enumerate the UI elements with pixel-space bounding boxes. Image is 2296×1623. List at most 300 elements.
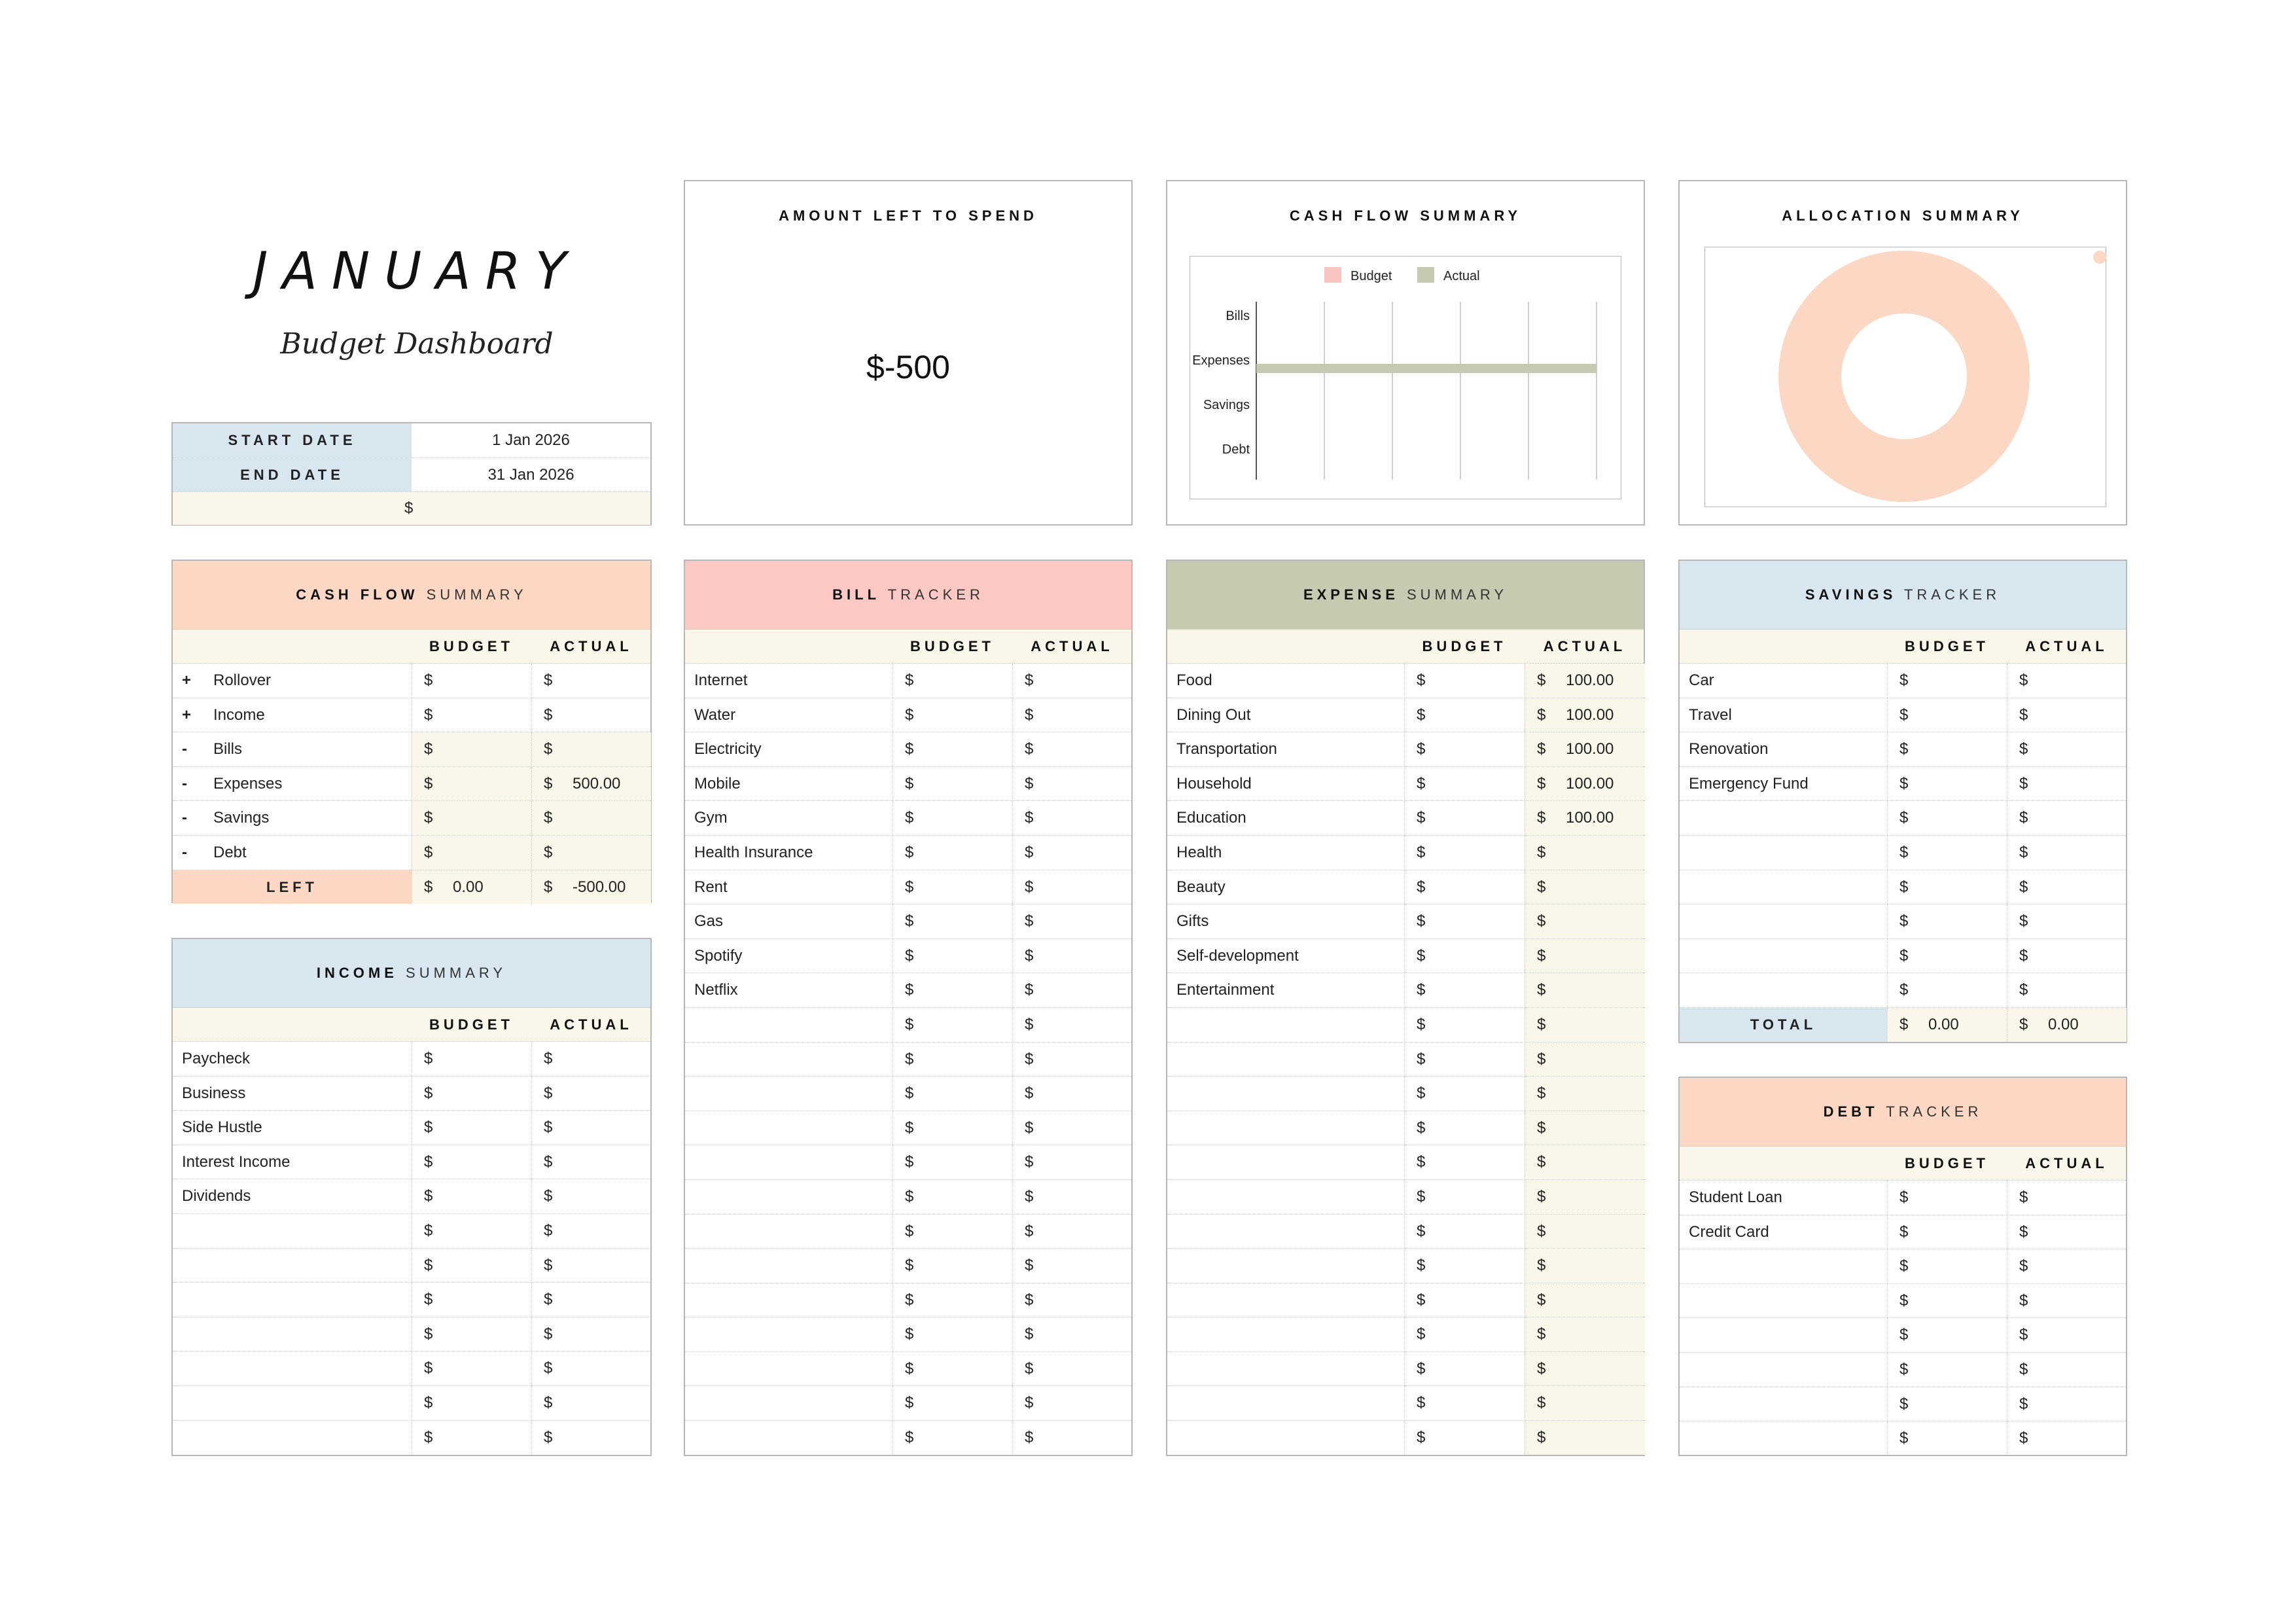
- row-label[interactable]: [1167, 904, 1404, 938]
- row-label[interactable]: [1680, 939, 1887, 973]
- actual-cell[interactable]: [1525, 732, 1645, 766]
- date-total-row[interactable]: [173, 491, 650, 525]
- row-label-text: Internet: [694, 671, 748, 689]
- actual-cell[interactable]: [1525, 1077, 1645, 1111]
- table-row: [685, 800, 1131, 835]
- budget-cell[interactable]: [892, 1421, 1012, 1455]
- dashboard-subtitle: Budget Dashboard: [280, 327, 554, 361]
- row-label-text: Health: [1176, 843, 1222, 861]
- budget-cell[interactable]: [1887, 1215, 2007, 1249]
- amount-value: -500.00: [573, 878, 626, 896]
- actual-cell[interactable]: [531, 1077, 651, 1111]
- actual-cell[interactable]: [1012, 1215, 1132, 1249]
- row-label[interactable]: [1167, 698, 1404, 732]
- actual-cell[interactable]: [2007, 1215, 2127, 1249]
- budget-cell[interactable]: [892, 698, 1012, 732]
- actual-cell[interactable]: [2007, 939, 2127, 973]
- currency-symbol: $: [1417, 1153, 1426, 1171]
- budget-cell[interactable]: [412, 801, 531, 835]
- currency-symbol: $: [2019, 981, 2028, 999]
- budget-cell[interactable]: [1887, 904, 2007, 938]
- actual-cell[interactable]: [1525, 801, 1645, 835]
- total-budget-cell[interactable]: [1887, 1008, 2007, 1042]
- budget-cell[interactable]: [1404, 767, 1525, 801]
- row-label[interactable]: [1167, 1283, 1404, 1317]
- actual-cell[interactable]: [531, 1283, 651, 1317]
- row-label[interactable]: [1167, 1043, 1404, 1077]
- budget-cell[interactable]: [892, 836, 1012, 870]
- actual-cell[interactable]: [531, 801, 651, 835]
- currency-symbol: $: [424, 1118, 433, 1137]
- budget-cell[interactable]: [1404, 1008, 1525, 1042]
- row-label[interactable]: [173, 1317, 412, 1351]
- currency-symbol: $: [424, 671, 433, 689]
- actual-cell[interactable]: [1525, 698, 1645, 732]
- row-label[interactable]: [685, 1421, 892, 1455]
- actual-cell[interactable]: [531, 836, 651, 870]
- actual-cell[interactable]: [531, 767, 651, 801]
- savings-total-row: [1680, 1007, 2126, 1042]
- budget-cell[interactable]: [1887, 801, 2007, 835]
- row-label[interactable]: [685, 1283, 892, 1317]
- row-label[interactable]: [685, 1077, 892, 1111]
- actual-cell[interactable]: [1012, 870, 1132, 904]
- currency-symbol: $: [1537, 671, 1546, 689]
- row-label[interactable]: [1680, 1318, 1887, 1352]
- actual-cell[interactable]: [531, 698, 651, 732]
- currency-symbol: $: [2019, 740, 2028, 758]
- row-sign: [182, 767, 208, 801]
- row-label[interactable]: [1680, 698, 1887, 732]
- budget-cell[interactable]: [1887, 1181, 2007, 1215]
- actual-cell[interactable]: [531, 1179, 651, 1213]
- actual-cell[interactable]: [531, 1351, 651, 1385]
- row-label[interactable]: [1167, 939, 1404, 973]
- row-label[interactable]: [685, 698, 892, 732]
- budget-cell[interactable]: [892, 1386, 1012, 1420]
- row-label[interactable]: [173, 1042, 412, 1076]
- actual-cell[interactable]: [1525, 1215, 1645, 1249]
- budget-cell[interactable]: [1887, 732, 2007, 766]
- actual-cell[interactable]: [2007, 1249, 2127, 1283]
- row-label[interactable]: [1167, 870, 1404, 904]
- budget-cell[interactable]: [1887, 1421, 2007, 1455]
- actual-cell[interactable]: [1012, 1180, 1132, 1214]
- currency-symbol: $: [905, 1257, 914, 1275]
- row-label: [213, 698, 410, 732]
- budget-cell[interactable]: [1404, 1249, 1525, 1283]
- row-label[interactable]: [1167, 1111, 1404, 1145]
- table-row: [1680, 1249, 2126, 1283]
- budget-cell[interactable]: [412, 1077, 531, 1111]
- currency-symbol: $: [424, 1221, 433, 1240]
- budget-cell[interactable]: [412, 767, 531, 801]
- actual-cell[interactable]: [2007, 1421, 2127, 1455]
- category-tick-label: Savings: [1203, 398, 1250, 412]
- actual-cell[interactable]: [531, 1317, 651, 1351]
- table-row: [1167, 800, 1644, 835]
- currency-symbol: $: [1899, 981, 1909, 999]
- budget-cell[interactable]: [1887, 1318, 2007, 1352]
- row-label[interactable]: [173, 1179, 412, 1213]
- budget-cell[interactable]: [1404, 1386, 1525, 1420]
- row-label[interactable]: [173, 1214, 412, 1248]
- row-label[interactable]: [1680, 1284, 1887, 1318]
- actual-cell[interactable]: [531, 664, 651, 698]
- actual-cell[interactable]: [1525, 1249, 1645, 1283]
- row-label[interactable]: [1680, 1353, 1887, 1387]
- start-date-value[interactable]: 1 Jan 2026: [492, 431, 570, 449]
- budget-cell[interactable]: [892, 732, 1012, 766]
- budget-cell[interactable]: [892, 939, 1012, 973]
- row-label[interactable]: [1167, 801, 1404, 835]
- row-label[interactable]: [1680, 767, 1887, 801]
- row-label[interactable]: [1167, 1180, 1404, 1214]
- row-label[interactable]: [1167, 1249, 1404, 1283]
- actual-cell[interactable]: [1012, 1077, 1132, 1111]
- actual-cell[interactable]: [1525, 1421, 1645, 1455]
- actual-cell[interactable]: [2007, 767, 2127, 801]
- row-label[interactable]: [1680, 801, 1887, 835]
- row-label[interactable]: [685, 801, 892, 835]
- budget-cell[interactable]: [892, 1043, 1012, 1077]
- budget-cell[interactable]: [412, 698, 531, 732]
- budget-cell[interactable]: [1887, 1387, 2007, 1421]
- row-label[interactable]: [685, 664, 892, 698]
- row-label[interactable]: [1680, 836, 1887, 870]
- actual-cell[interactable]: [1525, 1352, 1645, 1386]
- budget-cell[interactable]: [1887, 973, 2007, 1007]
- currency-symbol: $: [1417, 878, 1426, 896]
- row-label[interactable]: [685, 870, 892, 904]
- actual-cell[interactable]: [2007, 664, 2127, 698]
- actual-cell[interactable]: [2007, 801, 2127, 835]
- row-label: [213, 801, 410, 835]
- budget-cell[interactable]: [412, 1386, 531, 1420]
- row-label[interactable]: [1680, 1215, 1887, 1249]
- actual-cell[interactable]: [2007, 1181, 2127, 1215]
- budget-cell[interactable]: [1887, 1353, 2007, 1387]
- row-label-text: Credit Card: [1689, 1222, 1769, 1241]
- row-label[interactable]: [173, 1249, 412, 1283]
- row-label-text: Spotify: [694, 946, 743, 965]
- actual-cell[interactable]: [1012, 801, 1132, 835]
- actual-cell[interactable]: [2007, 1353, 2127, 1387]
- actual-cell[interactable]: [2007, 698, 2127, 732]
- actual-cell[interactable]: [1525, 1317, 1645, 1351]
- budget-cell[interactable]: [412, 1249, 531, 1283]
- row-label[interactable]: [685, 767, 892, 801]
- actual-cell[interactable]: [1012, 836, 1132, 870]
- row-label[interactable]: [685, 1180, 892, 1214]
- actual-cell[interactable]: [1012, 1043, 1132, 1077]
- row-label[interactable]: [173, 1386, 412, 1420]
- row-label[interactable]: [685, 904, 892, 938]
- actual-cell[interactable]: [531, 1214, 651, 1248]
- actual-cell[interactable]: [1012, 1008, 1132, 1042]
- budget-cell[interactable]: [1404, 1215, 1525, 1249]
- row-label[interactable]: [1167, 1386, 1404, 1420]
- budget-cell[interactable]: [1887, 1284, 2007, 1318]
- actual-cell[interactable]: [1012, 1249, 1132, 1283]
- actual-cell[interactable]: [1012, 732, 1132, 766]
- row-label[interactable]: [173, 1077, 412, 1111]
- budget-cell[interactable]: [892, 1317, 1012, 1351]
- budget-cell[interactable]: [412, 1421, 531, 1455]
- actual-cell[interactable]: [2007, 836, 2127, 870]
- budget-cell[interactable]: [892, 664, 1012, 698]
- row-label[interactable]: [1680, 904, 1887, 938]
- budget-cell[interactable]: [1404, 1352, 1525, 1386]
- budget-cell[interactable]: [1404, 904, 1525, 938]
- total-actual-cell[interactable]: [2007, 1008, 2127, 1042]
- budget-cell[interactable]: [1404, 1145, 1525, 1179]
- budget-cell[interactable]: [892, 1215, 1012, 1249]
- row-label[interactable]: [1167, 1421, 1404, 1455]
- row-label[interactable]: [1167, 836, 1404, 870]
- budget-cell[interactable]: [1404, 1421, 1525, 1455]
- left-actual-cell[interactable]: [531, 870, 651, 904]
- budget-cell[interactable]: [1404, 1283, 1525, 1317]
- budget-cell[interactable]: [1404, 939, 1525, 973]
- row-sign: [182, 698, 208, 732]
- currency-symbol: $: [1025, 809, 1034, 827]
- budget-cell[interactable]: [412, 1111, 531, 1145]
- row-label[interactable]: [1167, 1008, 1404, 1042]
- budget-cell[interactable]: [412, 732, 531, 766]
- row-label[interactable]: [685, 973, 892, 1007]
- actual-cell[interactable]: [1012, 1386, 1132, 1420]
- actual-cell[interactable]: [1012, 904, 1132, 938]
- actual-cell[interactable]: [1012, 1145, 1132, 1179]
- budget-cell[interactable]: [1404, 664, 1525, 698]
- budget-cell[interactable]: [412, 1214, 531, 1248]
- budget-cell[interactable]: [892, 1249, 1012, 1283]
- budget-cell[interactable]: [412, 1317, 531, 1351]
- row-label[interactable]: [1167, 767, 1404, 801]
- budget-cell[interactable]: [892, 1352, 1012, 1386]
- row-label[interactable]: [1167, 1352, 1404, 1386]
- budget-cell[interactable]: [892, 1145, 1012, 1179]
- budget-cell[interactable]: [412, 836, 531, 870]
- row-label[interactable]: [1680, 1387, 1887, 1421]
- row-label[interactable]: [1167, 973, 1404, 1007]
- actual-cell[interactable]: [531, 1421, 651, 1455]
- actual-cell[interactable]: [1012, 1421, 1132, 1455]
- actual-cell[interactable]: [531, 1111, 651, 1145]
- actual-cell[interactable]: [2007, 870, 2127, 904]
- table-row: [1680, 732, 2126, 766]
- column-header-row: [685, 629, 1131, 664]
- currency-symbol: $: [1537, 946, 1546, 965]
- table-row: [173, 1317, 650, 1351]
- table-row: [1167, 1214, 1644, 1249]
- budget-cell[interactable]: [1404, 698, 1525, 732]
- row-label[interactable]: [173, 1351, 412, 1385]
- actual-cell[interactable]: [1012, 973, 1132, 1007]
- end-date-value[interactable]: 31 Jan 2026: [487, 466, 574, 484]
- budget-cell[interactable]: [1887, 870, 2007, 904]
- budget-cell[interactable]: [412, 1145, 531, 1179]
- actual-cell[interactable]: [1525, 664, 1645, 698]
- budget-cell[interactable]: [1404, 1180, 1525, 1214]
- row-label[interactable]: [1680, 1249, 1887, 1283]
- actual-cell[interactable]: [1525, 836, 1645, 870]
- actual-cell[interactable]: [1012, 939, 1132, 973]
- actual-cell[interactable]: [1012, 664, 1132, 698]
- actual-cell[interactable]: [2007, 732, 2127, 766]
- row-label[interactable]: [1680, 870, 1887, 904]
- currency-symbol: $: [2019, 1326, 2028, 1344]
- budget-cell[interactable]: [412, 1179, 531, 1213]
- actual-cell[interactable]: [2007, 1284, 2127, 1318]
- budget-cell[interactable]: [892, 1180, 1012, 1214]
- budget-cell[interactable]: [1404, 1317, 1525, 1351]
- budget-cell[interactable]: [1404, 1111, 1525, 1145]
- budget-cell[interactable]: [892, 801, 1012, 835]
- actual-cell[interactable]: [1012, 1283, 1132, 1317]
- legend-label: Actual: [1443, 269, 1480, 283]
- budget-cell[interactable]: [412, 1283, 531, 1317]
- currency-symbol: $: [1537, 1084, 1546, 1103]
- currency-symbol: $: [905, 774, 914, 793]
- currency-symbol: $: [905, 809, 914, 827]
- actual-cell[interactable]: [1525, 870, 1645, 904]
- budget-cell[interactable]: [892, 1283, 1012, 1317]
- row-label[interactable]: [1167, 1317, 1404, 1351]
- actual-cell[interactable]: [1012, 1352, 1132, 1386]
- actual-cell[interactable]: [531, 1042, 651, 1076]
- budget-cell[interactable]: [892, 1111, 1012, 1145]
- budget-cell[interactable]: [412, 1351, 531, 1385]
- row-label[interactable]: [1680, 973, 1887, 1007]
- row-label[interactable]: [173, 1283, 412, 1317]
- actual-cell[interactable]: [1525, 1386, 1645, 1420]
- budget-cell[interactable]: [1404, 732, 1525, 766]
- row-label[interactable]: [1680, 732, 1887, 766]
- row-label[interactable]: [1167, 732, 1404, 766]
- actual-cell[interactable]: [1525, 1283, 1645, 1317]
- actual-cell[interactable]: [2007, 1318, 2127, 1352]
- row-label[interactable]: [1167, 1145, 1404, 1179]
- left-budget-cell[interactable]: [412, 870, 531, 904]
- actual-cell[interactable]: [1525, 939, 1645, 973]
- row-label[interactable]: [685, 939, 892, 973]
- actual-cell[interactable]: [531, 732, 651, 766]
- row-label[interactable]: [1167, 1215, 1404, 1249]
- currency-symbol: $: [1417, 1118, 1426, 1137]
- row-label[interactable]: [685, 1386, 892, 1420]
- budget-cell[interactable]: [1404, 1077, 1525, 1111]
- actual-cell[interactable]: [531, 1249, 651, 1283]
- row-label[interactable]: [685, 1043, 892, 1077]
- budget-cell[interactable]: [1887, 939, 2007, 973]
- budget-cell[interactable]: [1404, 973, 1525, 1007]
- actual-cell[interactable]: [2007, 904, 2127, 938]
- actual-cell[interactable]: [1525, 1111, 1645, 1145]
- cash-flow-title-light: SUMMARY: [426, 586, 527, 603]
- budget-cell[interactable]: [1404, 836, 1525, 870]
- currency-symbol: $: [1537, 1118, 1546, 1137]
- row-label[interactable]: [173, 1111, 412, 1145]
- budget-cell[interactable]: [1887, 767, 2007, 801]
- actual-cell[interactable]: [2007, 1387, 2127, 1421]
- actual-column-header: ACTUAL: [550, 638, 633, 654]
- budget-cell[interactable]: [1887, 836, 2007, 870]
- row-label[interactable]: [685, 1317, 892, 1351]
- actual-cell[interactable]: [1012, 1111, 1132, 1145]
- actual-cell[interactable]: [1525, 973, 1645, 1007]
- row-label[interactable]: [1680, 1421, 1887, 1455]
- actual-cell[interactable]: [531, 1386, 651, 1420]
- actual-cell[interactable]: [1012, 1317, 1132, 1351]
- budget-cell[interactable]: [892, 973, 1012, 1007]
- budget-cell[interactable]: [1887, 698, 2007, 732]
- currency-symbol: $: [1417, 1050, 1426, 1068]
- budget-cell[interactable]: [892, 767, 1012, 801]
- budget-cell[interactable]: [1404, 870, 1525, 904]
- budget-cell[interactable]: [1404, 1043, 1525, 1077]
- row-label[interactable]: [685, 1352, 892, 1386]
- row-label[interactable]: [173, 1421, 412, 1455]
- actual-cell[interactable]: [1525, 904, 1645, 938]
- table-row: [1167, 766, 1644, 801]
- expense-title-bold: EXPENSE: [1303, 586, 1399, 603]
- currency-symbol: $: [544, 671, 553, 689]
- budget-cell[interactable]: [892, 904, 1012, 938]
- row-label[interactable]: [1167, 664, 1404, 698]
- currency-symbol: $: [544, 1152, 553, 1171]
- budget-cell[interactable]: [1404, 801, 1525, 835]
- row-label[interactable]: [685, 1215, 892, 1249]
- actual-cell[interactable]: [531, 1145, 651, 1179]
- row-label[interactable]: [685, 732, 892, 766]
- actual-cell[interactable]: [1525, 1008, 1645, 1042]
- actual-cell[interactable]: [1012, 767, 1132, 801]
- budget-cell[interactable]: [1887, 664, 2007, 698]
- actual-cell[interactable]: [2007, 973, 2127, 1007]
- actual-cell[interactable]: [1012, 698, 1132, 732]
- row-label[interactable]: [1680, 1181, 1887, 1215]
- row-label[interactable]: [685, 836, 892, 870]
- row-label[interactable]: [685, 1111, 892, 1145]
- row-sign-text: +: [182, 705, 192, 724]
- budget-cell[interactable]: [1887, 1249, 2007, 1283]
- budget-cell[interactable]: [412, 1042, 531, 1076]
- row-sign: [182, 664, 208, 698]
- actual-cell[interactable]: [1525, 1145, 1645, 1179]
- debt-title-bold: DEBT: [1823, 1103, 1879, 1120]
- row-label[interactable]: [685, 1145, 892, 1179]
- row-label[interactable]: [685, 1249, 892, 1283]
- budget-cell[interactable]: [412, 664, 531, 698]
- row-label[interactable]: [1167, 1077, 1404, 1111]
- budget-cell[interactable]: [892, 870, 1012, 904]
- budget-cell[interactable]: [892, 1008, 1012, 1042]
- actual-cell[interactable]: [1525, 1043, 1645, 1077]
- table-row: [173, 1110, 650, 1145]
- budget-cell[interactable]: [892, 1077, 1012, 1111]
- currency-symbol: $: [905, 912, 914, 931]
- budget-column-header: BUDGET: [429, 1016, 514, 1033]
- row-label[interactable]: [685, 1008, 892, 1042]
- actual-cell[interactable]: [1525, 767, 1645, 801]
- row-label[interactable]: [173, 1145, 412, 1179]
- row-label[interactable]: [1680, 664, 1887, 698]
- currency-symbol: $: [544, 1050, 553, 1067]
- actual-cell[interactable]: [1525, 1180, 1645, 1214]
- currency-symbol: $: [2019, 705, 2028, 724]
